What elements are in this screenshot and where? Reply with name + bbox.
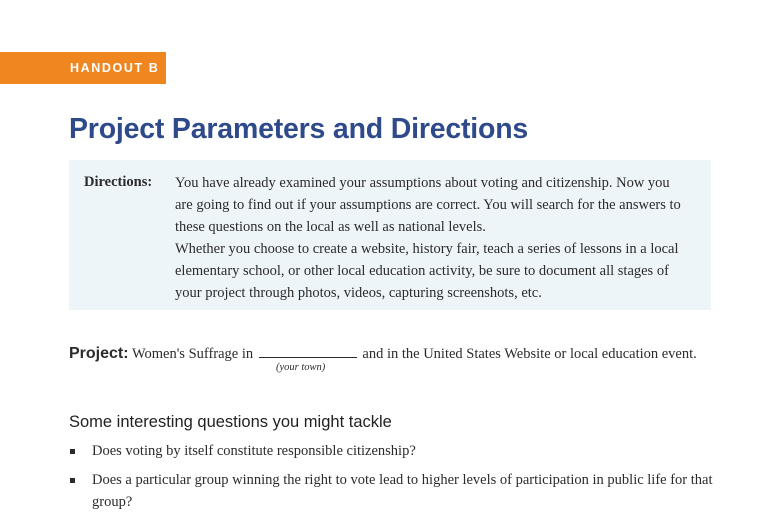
questions-heading: Some interesting questions you might tackle [69, 413, 392, 431]
directions-label: Directions: [84, 174, 153, 190]
project-line [69, 343, 697, 363]
question-item [69, 440, 719, 462]
town-blank [259, 343, 357, 358]
square-bullet-icon [70, 478, 75, 483]
questions-list [69, 440, 719, 520]
directions-paragraph-1: You have already examined your assumptions about voting and citizenship. Now you are going to find out if your assumptions are correct. You will search for the answers to these questions on the local as well as national levels. [175, 175, 681, 236]
question-text: Does a particular group winning the right to vote lead to higher levels of participation in public life for that group? [92, 472, 713, 510]
project-text-before: Women's Suffrage in [131, 346, 254, 362]
square-bullet-icon [70, 449, 75, 454]
question-item [69, 469, 719, 513]
handout-tab: HANDOUT B [0, 52, 166, 84]
directions-paragraph-2: Whether you choose to create a website, history fair, teach a series of lessons in a local elementary school, or other local education activity, be sure to document all stages of your project through photos, videos, capturing screenshots, etc. [175, 241, 679, 302]
blank-caption: (your town) [276, 362, 326, 373]
page-title: Project Parameters and Directions [69, 113, 529, 145]
directions-box [69, 160, 711, 310]
question-text: Does voting by itself constitute responsible citizenship? [92, 443, 416, 459]
project-text-after: and in the United States Website or local education event. [362, 346, 697, 362]
project-label: Project: [69, 345, 129, 362]
